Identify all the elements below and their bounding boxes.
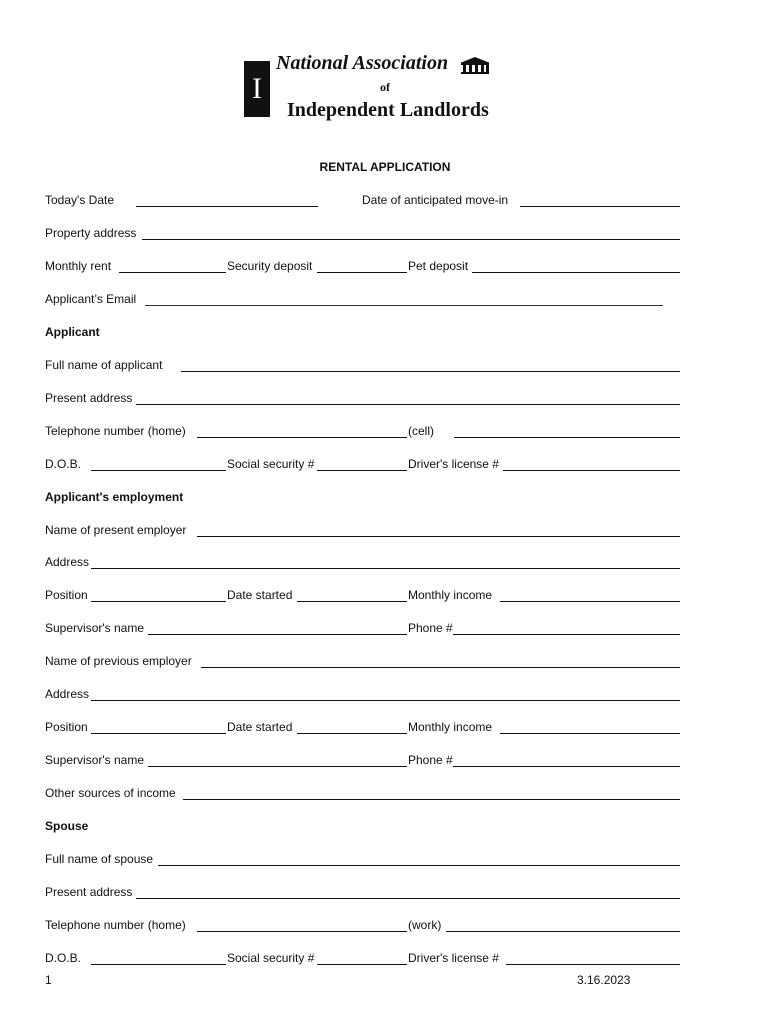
spouse-drivers-license-field[interactable] (506, 964, 680, 965)
previous-employer-field[interactable] (201, 667, 680, 668)
present-employer-label: Name of present employer (45, 523, 187, 537)
previous-monthly-income-field[interactable] (500, 733, 680, 734)
previous-address-label: Address (45, 687, 90, 701)
present-address-label: Present address (45, 391, 133, 405)
full-name-spouse-label: Full name of spouse (45, 852, 154, 866)
previous-position-field[interactable] (91, 733, 226, 734)
present-address-field[interactable] (136, 404, 680, 405)
applicant-heading: Applicant (45, 325, 100, 339)
previous-phone-field[interactable] (453, 766, 680, 767)
full-name-applicant-field[interactable] (181, 371, 680, 372)
move-in-label: Date of anticipated move-in (362, 193, 509, 207)
security-deposit-label: Security deposit (227, 259, 313, 273)
other-income-field[interactable] (183, 799, 680, 800)
previous-date-started-field[interactable] (297, 733, 407, 734)
spouse-present-address-label: Present address (45, 885, 133, 899)
position-field[interactable] (91, 601, 226, 602)
phone-field[interactable] (453, 634, 680, 635)
spouse-present-address-field[interactable] (136, 898, 680, 899)
dob-field[interactable] (91, 470, 226, 471)
supervisor-label: Supervisor's name (45, 621, 144, 635)
supervisor-field[interactable] (148, 634, 407, 635)
monthly-rent-label: Monthly rent (45, 259, 112, 273)
applicant-email-label: Applicant’s Email (45, 292, 137, 306)
cell-label: (cell) (408, 424, 434, 438)
property-address-field[interactable] (142, 239, 680, 240)
org-name-of: of (380, 80, 390, 94)
org-name-line2: Independent Landlords (287, 99, 489, 121)
previous-supervisor-label: Supervisor's name (45, 753, 144, 767)
previous-date-started-label: Date started (227, 720, 293, 734)
security-deposit-field[interactable] (317, 272, 407, 273)
work-field[interactable] (446, 931, 680, 932)
phone-label: Phone # (408, 621, 453, 635)
previous-monthly-income-label: Monthly income (408, 720, 493, 734)
tel-home-label: Telephone number (home) (45, 424, 186, 438)
todays-date-label: Today's Date (45, 193, 114, 207)
todays-date-field[interactable] (136, 206, 318, 207)
work-label: (work) (408, 918, 442, 932)
spouse-tel-home-label: Telephone number (home) (45, 918, 186, 932)
date-started-field[interactable] (297, 601, 407, 602)
ssn-field[interactable] (317, 470, 407, 471)
date-started-label: Date started (227, 588, 293, 602)
previous-employer-label: Name of previous employer (45, 654, 192, 668)
full-name-applicant-label: Full name of applicant (45, 358, 163, 372)
dob-label: D.O.B. (45, 457, 82, 471)
spouse-ssn-label: Social security # (227, 951, 315, 965)
spouse-tel-home-field[interactable] (197, 931, 407, 932)
previous-phone-label: Phone # (408, 753, 453, 767)
monthly-rent-field[interactable] (119, 272, 226, 273)
drivers-license-label: Driver's license # (408, 457, 499, 471)
logo-letter: I (252, 72, 262, 105)
applicant-email-field[interactable] (145, 305, 663, 306)
page-number: 1 (45, 973, 52, 987)
position-label: Position (45, 588, 88, 602)
spouse-ssn-field[interactable] (317, 964, 407, 965)
move-in-field[interactable] (520, 206, 680, 207)
monthly-income-field[interactable] (500, 601, 680, 602)
previous-supervisor-field[interactable] (148, 766, 407, 767)
pet-deposit-label: Pet deposit (408, 259, 469, 273)
form-title: RENTAL APPLICATION (319, 160, 451, 174)
tel-home-field[interactable] (197, 437, 407, 438)
present-employer-field[interactable] (197, 536, 680, 537)
other-income-label: Other sources of income (45, 786, 176, 800)
logo-mark (244, 61, 270, 117)
spouse-drivers-license-label: Driver's license # (408, 951, 499, 965)
previous-position-label: Position (45, 720, 88, 734)
version-date: 3.16.2023 (577, 973, 631, 987)
monthly-income-label: Monthly income (408, 588, 493, 602)
employer-address-field[interactable] (91, 568, 680, 569)
cell-field[interactable] (454, 437, 680, 438)
spouse-heading: Spouse (45, 819, 89, 833)
previous-address-field[interactable] (91, 700, 680, 701)
full-name-spouse-field[interactable] (158, 865, 680, 866)
pet-deposit-field[interactable] (472, 272, 680, 273)
spouse-dob-label: D.O.B. (45, 951, 82, 965)
employment-heading: Applicant's employment (45, 490, 184, 504)
property-address-label: Property address (45, 226, 137, 240)
drivers-license-field[interactable] (503, 470, 680, 471)
employer-address-label: Address (45, 555, 90, 569)
ssn-label: Social security # (227, 457, 315, 471)
org-name-line1: National Association (276, 52, 449, 74)
building-icon (459, 56, 491, 74)
spouse-dob-field[interactable] (91, 964, 226, 965)
